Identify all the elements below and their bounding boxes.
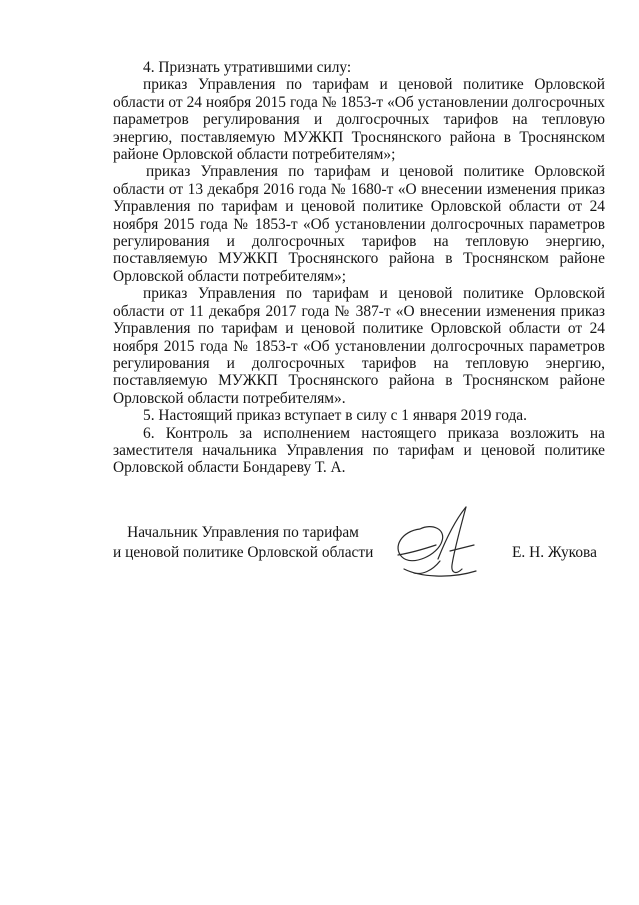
signatory-title-line-2: и ценовой политике Орловской области	[113, 544, 374, 561]
handwritten-signature	[380, 499, 500, 585]
paragraph-order-387: приказ Управления по тарифам и ценовой политике Орловской области от 11 декабря 2017 года № 387-т «О внесении изменения приказ Управления по тарифам и ценовой политике Орловской области от 24 ноября 2015 года № 1853-т «Об установлении долгосрочных параметров регулирования и долгосрочных тарифов на тепловую энергию, поставляемую МУЖКП Троснянского района в Троснянском районе Орловской области потребителям».	[113, 285, 605, 407]
signatory-title-line-1: Начальник Управления по тарифам	[127, 524, 359, 541]
paragraph-order-1680: приказ Управления по тарифам и ценовой политике Орловской области от 13 декабря 2016 года № 1680-т «О внесении изменения приказ Управления по тарифам и ценовой политике Орловской области от 24 ноября 2015 года № 1853-т «Об установлении долгосрочных параметров регулирования и долгосрочных тарифов на тепловую энергию, поставляемую МУЖКП Троснянского района в Троснянском районе Орловской области потребителям»;	[113, 163, 605, 285]
signatory-name: Е. Н. Жукова	[512, 544, 597, 561]
document-body	[113, 59, 605, 477]
paragraph-item-6: 6. Контроль за исполнением настоящего приказа возложить на заместителя начальника Управления по тарифам и ценовой политике Орловской области Бондареву Т. А.	[113, 424, 605, 477]
signatory-title	[113, 523, 373, 563]
paragraph-item-4: 4. Признать утратившими силу:	[143, 59, 352, 76]
signature-block	[0, 523, 639, 593]
paragraph-item-5: 5. Настоящий приказ вступает в силу с 1 января 2019 года.	[143, 407, 527, 425]
paragraph-order-1853: приказ Управления по тарифам и ценовой политике Орловской области от 24 ноября 2015 года № 1853-т «Об установлении долгосрочных параметров регулирования и долгосрочных тарифов на тепловую энергию, поставляемую МУЖКП Троснянского района в Троснянском районе Орловской области потребителям»;	[113, 76, 605, 164]
